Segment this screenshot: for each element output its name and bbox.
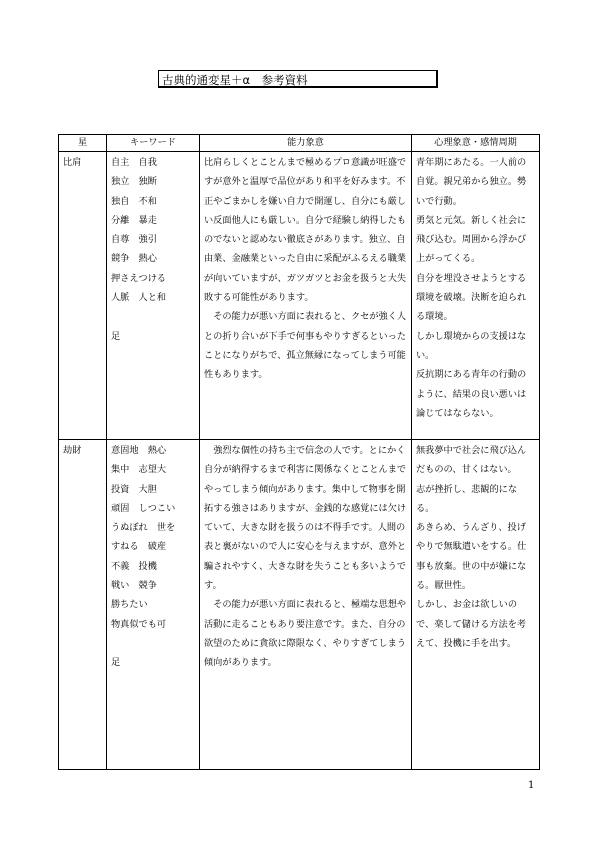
keyword: 不義 投機 [111, 560, 157, 572]
keyword: 頑固 しつこい [111, 502, 176, 514]
psychology-paragraph: 自分を埋没させようとする環境を破壊。決断を迫られる環境。 [416, 272, 527, 323]
keyword: 投資 大胆 [111, 483, 157, 495]
header-star: 星 [59, 135, 107, 152]
ability-cell [200, 440, 412, 770]
document-title: 古典的通変星＋α 参考資料 [158, 70, 438, 88]
ability-paragraph: その能力が悪い方面に表れると、極端な思想や活動に走ることもあり要注意です。また、自分の欲望のために貪欲に際限なく、やりすぎてしまう傾向があります。 [204, 599, 407, 669]
keywords-cell [107, 440, 200, 770]
psychology-cell [412, 152, 540, 440]
keyword [111, 634, 195, 653]
table-row [59, 152, 540, 440]
ability-paragraph: 強烈な個性の持ち主で信念の人です。とにかく自分が納得するまで利害に関係なくとことんまでやってしまう傾向があります。集中して物事を開拓する強さはありますが、金銭的な感覚には欠けていて、大きな財を扱うのは不得手です。人間の表と裏がないので人に安心を与えますが、意外と騙されやすく、大きな財を失うことも多いようです。 [204, 445, 407, 592]
keyword [111, 307, 195, 326]
keyword: 押さえつける [111, 272, 166, 284]
keyword: 勝ちたい [111, 599, 148, 611]
ability-paragraph: 比肩らしくとことんまで極めるプロ意識が旺盛ですが意外と温厚で品位があり和平を好みます。不正やごまかしを嫌い自力で開運し、自分にも厳しい反面他人にも厳しい。自分で経験し納得したものでないと認めない徹底さがあります。独立、自由業、金融業といった自由に采配がふるえる職業が向いていますが、ガツガツとお金を扱うと大失敗する可能性があります。 [204, 157, 407, 304]
star-name: 劫財 [59, 440, 107, 770]
psychology-paragraph: あきらめ、うんざり、投げやりで無駄遣いをする。仕事も放棄。世の中が嫌になる。厭世性。 [416, 522, 527, 592]
keyword: 自尊 強引 [111, 234, 157, 246]
psychology-paragraph: しかし環境からの支援はない。 [416, 330, 527, 361]
keyword: 足 [111, 657, 121, 669]
keyword: 足 [111, 330, 121, 342]
keyword: 意固地 熱心 [111, 445, 167, 456]
keywords-cell [107, 152, 200, 440]
table-row [59, 440, 540, 770]
keyword: 人脈 人と和 [111, 292, 167, 304]
keyword: 集中 志望大 [111, 464, 167, 476]
header-psychology: 心理象意・感情周期 [412, 135, 540, 152]
keyword: 分離 暴走 [111, 214, 157, 226]
ability-paragraph: その能力が悪い方面に表れると、クセが強く人との折り合いが下手で何事もやりすぎるといったことになりがちで、孤立無縁になってしまう可能性もあります。 [204, 311, 407, 381]
star-name: 比肩 [59, 152, 107, 440]
psychology-paragraph: 反抗期にある青年の行動のように、結果の良い悪いは論じてはならない。 [416, 369, 527, 419]
psychology-paragraph: 無我夢中で社会に飛び込んだものの、甘くはない。 [416, 445, 527, 476]
header-ability: 能力象意 [200, 135, 412, 152]
keyword: 独立 独断 [111, 176, 157, 188]
psychology-paragraph: 志が挫折し、悲観的になる。 [416, 483, 518, 514]
page-number: 1 [528, 780, 535, 791]
table-header-row [59, 135, 540, 152]
reference-table [58, 134, 540, 770]
keyword: 競争 熱心 [111, 253, 157, 265]
keyword: 独自 不和 [111, 195, 157, 207]
psychology-cell [412, 440, 540, 770]
keyword: 物真似でも可 [111, 618, 167, 630]
keyword: すねる 破産 [111, 541, 167, 553]
keyword: 戦い 競争 [111, 580, 157, 592]
psychology-paragraph: 青年期にあたる。一人前の自覚。親兄弟から独立。勢いで行動。 [416, 157, 527, 207]
psychology-paragraph: 勇気と元気。新しく社会に飛び込む。周囲から浮かび上がってくる。 [416, 214, 527, 265]
keyword: 自主 自我 [111, 157, 157, 168]
keyword: うぬぼれ 世を [111, 522, 176, 534]
psychology-paragraph: しかし、お金は欲しいので、楽して儲ける方法を考えて、投機に手を出す。 [416, 599, 527, 649]
header-keywords: キーワード [107, 135, 200, 152]
ability-cell [200, 152, 412, 440]
